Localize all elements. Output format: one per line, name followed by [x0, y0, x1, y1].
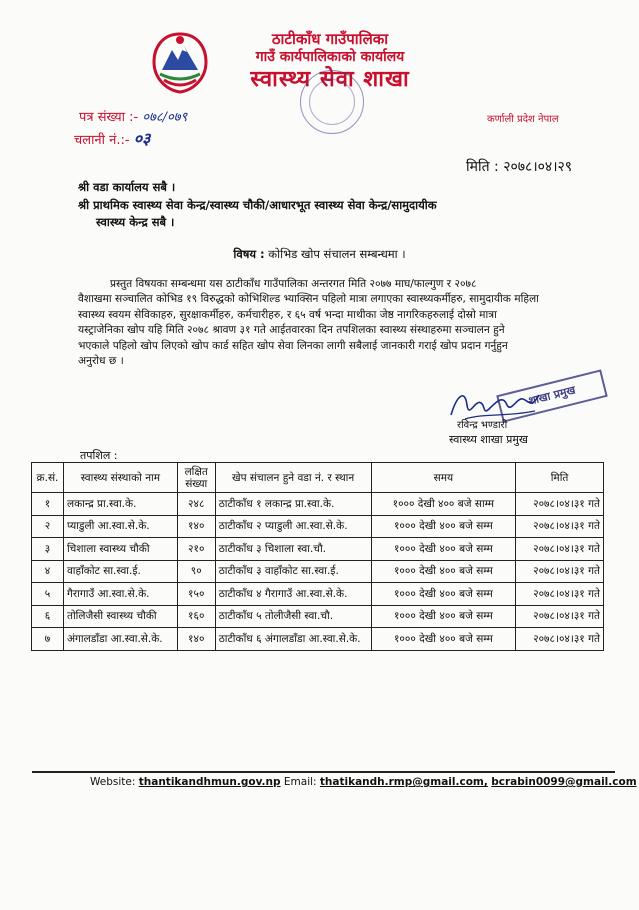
table-cell: ६: [32, 605, 64, 628]
addressee-line: स्वास्थ्य केन्द्र सबै ।: [96, 215, 175, 229]
table-cell: चिशाला स्वास्थ्य चौकी: [63, 538, 177, 561]
column-header: क्र.सं.: [32, 463, 64, 493]
table-cell: २०७८।०४।३१ गते: [516, 538, 604, 561]
table-cell: ठाटीकाँध ३ वाहाँकोट सा.स्वा.ई.: [215, 560, 371, 583]
email-link[interactable]: bcrabin0099@gmail.com: [491, 776, 637, 788]
letter-body: [78, 277, 598, 369]
dispatch-number: [74, 127, 150, 149]
table-cell: ठाटीकाँध ३ चिशाला स्वा.चौ.: [215, 538, 371, 561]
table-cell: २०७८।०४।३१ गते: [516, 493, 604, 516]
email-label: Email:: [283, 776, 317, 788]
body-line: वैशाखमा सञ्चालित कोभिड १९ विरुद्धको कोभिशिल्ड भ्याक्सिन पहिलो मात्रा लगाएका स्वास्थ्यकर्मीहरु, सामुदायीक महिला: [78, 293, 539, 306]
table-row: [32, 583, 604, 606]
table-cell: २१०: [177, 538, 215, 561]
subject-label: विषय :: [233, 247, 265, 261]
column-header: मिति: [516, 463, 604, 493]
table-cell: प्याडुली आ.स्वा.से.के.: [63, 515, 177, 538]
table-cell: गैरागाउँ आ.स्वा.से.के.: [63, 583, 177, 606]
subject-line: [0, 247, 639, 262]
website-label: Website:: [90, 776, 136, 788]
footer-contact: [90, 776, 637, 788]
table-cell: ठाटीकाँध ५ तोलीजैसी स्वा.चौ.: [215, 605, 371, 628]
table-row: [32, 538, 604, 561]
table-cell: ३: [32, 538, 64, 561]
addressee-line: श्री प्राथमिक स्वास्थ्य सेवा केन्द्र/स्वास्थ्य चौकी/आधारभूत स्वास्थ्य सेवा केन्द्र/सामुदायीक: [78, 198, 437, 212]
body-line: भएकाले पहिलो खोप लिएको खोप कार्ड सहित खोप सेवा लिनका लागी सबैलाई जानकारी गराई खोप प्रदान गर्नुहुन: [78, 339, 508, 352]
municipality-name: ठाटीकाँध गाउँपालिका: [271, 30, 389, 48]
table-cell: ७: [32, 628, 64, 651]
table-cell: १००० देखी ४०० बजे सम्म: [371, 628, 516, 651]
table-cell: ठाटीकाँध १ लकान्द्र प्रा.स्वा.के.: [215, 493, 371, 516]
table-cell: २०७८।०४।३१ गते: [516, 560, 604, 583]
dispatch-number-value: ०३: [133, 129, 151, 148]
table-row: [32, 628, 604, 651]
addressee-line: श्री वडा कार्यालय सबै ।: [78, 180, 176, 194]
table-cell: अंगालडाँडा आ.स्वा.से.के.: [63, 628, 177, 651]
table-caption: तपशिल :: [80, 449, 118, 462]
table-cell: ठाटीकाँध ४ गैरागाउँ आ.स्वा.से.के.: [215, 583, 371, 606]
table-cell: ५: [32, 583, 64, 606]
signatory-name: रविन्द्र भण्डारी: [457, 420, 508, 431]
table-cell: २०७८।०४।३१ गते: [516, 583, 604, 606]
table-cell: ४: [32, 560, 64, 583]
section-name: स्वास्थ्य सेवा शाखा: [250, 67, 410, 92]
table-cell: १५०: [177, 583, 215, 606]
letter-date: मिति : २०७८।०४।२९: [466, 159, 573, 175]
table-cell: २४८: [177, 493, 215, 516]
table-cell: वाहाँकोट सा.स्वा.ई.: [63, 560, 177, 583]
letter-number-value: ०७८/०७९: [142, 110, 188, 125]
signatory-title: स्वास्थ्य शाखा प्रमुख: [449, 433, 528, 446]
table-cell: १००० देखी ४०० बजे सम्म: [371, 605, 516, 628]
table-cell: लकान्द्र प्रा.स्वा.के.: [63, 493, 177, 516]
table-header-row: [32, 463, 604, 493]
table-cell: १: [32, 493, 64, 516]
letter-number: [79, 107, 187, 125]
table-row: [32, 560, 604, 583]
dispatch-number-label: चलानी नं.:-: [74, 133, 130, 148]
table-cell: २०७८।०४।३१ गते: [516, 605, 604, 628]
column-header: लक्षित संख्या: [177, 463, 215, 493]
table-cell: ९०: [177, 560, 215, 583]
vaccination-schedule-table: [31, 462, 604, 651]
body-line: यस्ट्राजेनिका खोप यहि मिति २०७८ श्रावण ३१ गते आईतवारका दिन तपशिलका स्वास्थ्य संस्थाहरुमा सञ्चालन हुने: [78, 324, 505, 337]
table-cell: तोलिजैसी स्वास्थ्य चौकी: [63, 605, 177, 628]
office-name: गाउँ कार्यपालिकाको कार्यालय: [255, 49, 405, 65]
email-link[interactable]: thatikandh.rmp@gmail.com,: [319, 776, 488, 788]
table-cell: १६०: [177, 605, 215, 628]
table-row: [32, 493, 604, 516]
table-row: [32, 515, 604, 538]
table-cell: २०७८।०४।३१ गते: [516, 628, 604, 651]
table-cell: २०७८।०४।३१ गते: [516, 515, 604, 538]
table-cell: ठाटीकाँध २ प्याडुली आ.स्वा.से.के.: [215, 515, 371, 538]
body-line: अनुरोध छ ।: [78, 355, 124, 368]
table-cell: १००० देखी ४०० बजे सम्म: [371, 515, 516, 538]
column-header: खेप संचालन हुने वडा नं. र स्थान: [215, 463, 371, 493]
table-cell: १४०: [177, 515, 215, 538]
table-cell: १४०: [177, 628, 215, 651]
table-row: [32, 605, 604, 628]
table-cell: २: [32, 515, 64, 538]
table-cell: १००० देखी ४०० बजे सम्म: [371, 538, 516, 561]
table-cell: १००० देखी ४०० बजे सम्म: [371, 560, 516, 583]
letter-number-label: पत्र संख्या :-: [79, 110, 139, 125]
column-header: समय: [371, 463, 516, 493]
office-seal-icon: [300, 70, 364, 134]
officer-stamp: शाखा प्रमुख: [496, 369, 608, 422]
table-cell: १००० देखी ४०० बजे साम्म: [371, 493, 516, 516]
table-cell: १००० देखी ४०० बजे सम्म: [371, 583, 516, 606]
website-link[interactable]: thantikandhmun.gov.np: [138, 776, 281, 788]
footer-divider: [32, 771, 615, 773]
table-cell: ठाटीकाँध ६ अंगालडाँडा आ.स्वा.से.के.: [215, 628, 371, 651]
province-name: कर्णाली प्रदेश नेपाल: [487, 114, 559, 125]
column-header: स्वास्थ्य संस्थाको नाम: [63, 463, 177, 493]
body-line: प्रस्तुत विषयका सम्बन्धमा यस ठाटीकाँध गाउँपालिका अन्तरगत मिति २०७७ माघ/फाल्गुण र २०७८: [110, 278, 477, 290]
subject-text: कोभिड खोप संचालन सम्बन्धमा ।: [268, 247, 406, 261]
body-line: स्वास्थ्य स्वयम सेविकाहरु, सुरक्षाकर्मीहरु, कर्मचारीहरु, र ६५ वर्ष भन्दा माथीका जेष्ठ नागरिकहरुलाई दोस्रो मात्रा: [78, 308, 497, 321]
